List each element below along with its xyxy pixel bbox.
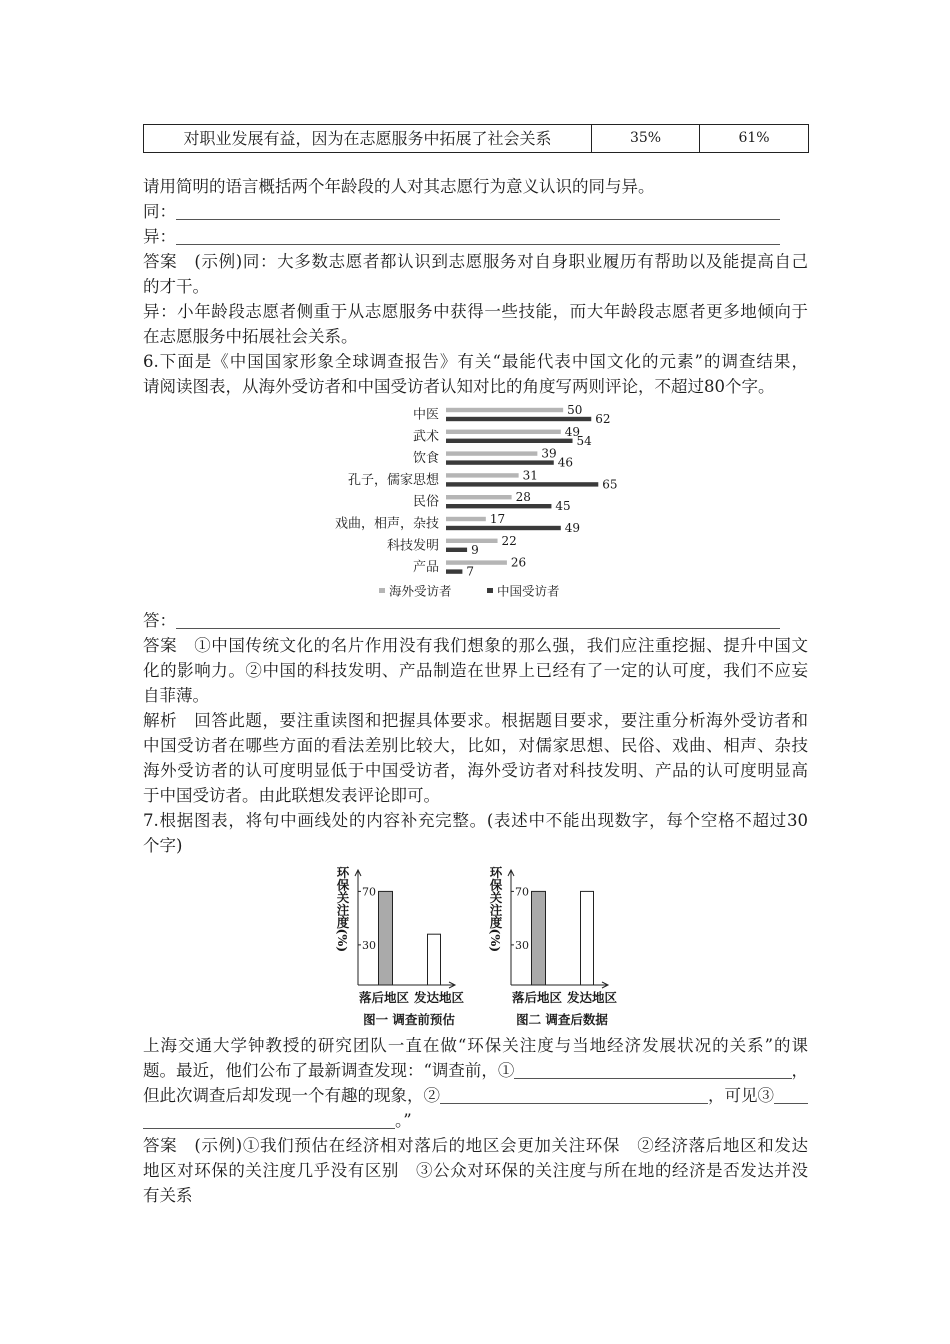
passage-text: ， xyxy=(791,1061,808,1080)
text-line: 于中国受访者。由此联想发表评论即可。 xyxy=(143,786,440,805)
environment-charts-svg xyxy=(320,860,640,1038)
legend-swatch xyxy=(379,588,385,593)
answer-label: 答： xyxy=(143,611,176,630)
passage-text: ，可见③ xyxy=(708,1086,774,1105)
overseas-respondents-bar xyxy=(446,473,519,477)
passage-line xyxy=(143,1108,808,1133)
category-label: 发达地区 xyxy=(413,990,465,1005)
value-label: 17 xyxy=(489,512,506,526)
bar-less-developed-region xyxy=(379,891,393,985)
text-line: 自菲薄。 xyxy=(143,686,209,705)
fill-blank-2 xyxy=(440,1089,708,1104)
legend-item xyxy=(379,584,452,599)
text-line: 答案 (示例)同：大多数志愿者都认识到志愿服务对自身职业履历有帮助以及能提高自己 xyxy=(143,252,808,271)
fill-blank-3 xyxy=(774,1089,808,1104)
value-label: 22 xyxy=(501,533,517,548)
chinese-respondents-bar xyxy=(446,504,551,508)
y-axis-label: 环保关注度(%) xyxy=(488,866,503,953)
overseas-respondents-bar xyxy=(446,495,512,499)
y-tick-label: 30 xyxy=(362,938,376,952)
category-label: 落后地区 xyxy=(358,990,410,1005)
overseas-respondents-bar xyxy=(446,430,561,434)
answer-line-diff xyxy=(143,224,780,249)
value-label: 31 xyxy=(522,468,538,483)
chinese-respondents-bar xyxy=(446,439,573,443)
answer-blank xyxy=(176,205,780,220)
text-line: 异：小年龄段志愿者侧重于从志愿服务中获得一些技能，而大年龄段志愿者更多地倾向于 xyxy=(143,302,808,321)
value-label: 49 xyxy=(564,424,581,439)
diff-label: 异： xyxy=(143,227,176,246)
category-label: 产品 xyxy=(412,560,439,576)
chinese-respondents-bar xyxy=(446,482,598,486)
answer-line-same xyxy=(143,199,780,224)
category-label: 中医 xyxy=(412,407,439,423)
fill-blank-3-continued xyxy=(143,1114,395,1129)
category-label: 民俗 xyxy=(412,494,439,510)
text-line: 答案 (示例)①我们预估在经济相对落后的地区会更加关注环保 ②经济落后地区和发达 xyxy=(143,1136,808,1155)
chart-before-survey xyxy=(355,870,464,1027)
text-line: 化的影响力。②中国的科技发明、产品制造在世界上已经有了一定的认可度，我们不应妄 xyxy=(143,661,808,680)
text-line: 有关系 xyxy=(143,1186,193,1205)
y-tick-label: 70 xyxy=(362,885,376,899)
text-line: 在志愿服务中拓展社会关系。 xyxy=(143,327,358,346)
category-label: 孔子，儒家思想 xyxy=(347,472,439,488)
value-label: 26 xyxy=(510,555,527,570)
legend-label: 中国受访者 xyxy=(497,583,560,599)
y-tick-label: 30 xyxy=(515,938,529,952)
text-line: 答案 ①中国传统文化的名片作用没有我们想象的那么强，我们应注重挖掘、提升中国文 xyxy=(143,636,808,655)
environment-charts xyxy=(320,860,640,1038)
overseas-respondents-bar xyxy=(446,560,507,564)
fill-blank-1 xyxy=(514,1064,791,1079)
category-label: 武术 xyxy=(412,429,439,445)
passage-line: 上海交通大学钟教授的研究团队一直在做“环保关注度与当地经济发展状况的关系”的课 xyxy=(143,1036,808,1055)
text-line: 的才干。 xyxy=(143,277,209,296)
question-7-prompt: 个字) xyxy=(143,836,183,855)
question-6-section xyxy=(143,608,808,858)
legend-label: 海外受访者 xyxy=(389,583,452,599)
chinese-respondents-bar xyxy=(446,417,591,421)
question-7-prompt: 7.根据图表，将句中画线处的内容补充完整。(表述中不能出现数字，每个空格不超过30 xyxy=(143,811,808,830)
question-7-section xyxy=(143,1033,808,1208)
same-label: 同： xyxy=(143,202,176,221)
culture-elements-chart-svg xyxy=(320,400,640,605)
question-5-section xyxy=(143,174,808,399)
answer-blank xyxy=(176,614,780,629)
overseas-respondents-bar xyxy=(446,451,537,455)
value-label: 65 xyxy=(602,477,618,492)
text-line: 地区对环保的关注度几乎没有区别 ③公众对环保的关注度与所在地的经济是否发达并没 xyxy=(143,1161,808,1180)
question-prompt: 请用简明的语言概括两个年龄段的人对其志愿行为意义认识的同与异。 xyxy=(143,177,655,196)
table-cell-reason: 对职业发展有益，因为在志愿服务中拓展了社会关系 xyxy=(144,125,592,153)
survey-table xyxy=(143,124,809,153)
passage-line xyxy=(143,1058,808,1083)
passage-line xyxy=(143,1083,808,1108)
value-label: 7 xyxy=(466,564,475,579)
chart-after-survey xyxy=(508,870,617,1027)
chinese-respondents-bar xyxy=(446,526,561,530)
table-cell-young-percent: 35% xyxy=(592,125,700,153)
bar-less-developed-region xyxy=(532,891,546,985)
overseas-respondents-bar xyxy=(446,408,563,412)
legend-swatch xyxy=(487,588,493,593)
value-label: 54 xyxy=(576,433,592,448)
y-axis-label: 环保关注度(%) xyxy=(335,866,350,953)
text-line: 解析 回答此题，要注重读图和把握具体要求。根据题目要求，要注重分析海外受访者和 xyxy=(143,711,808,730)
legend-item xyxy=(487,584,560,599)
value-label: 9 xyxy=(471,542,479,557)
bar-developed-region xyxy=(581,891,594,985)
value-label: 46 xyxy=(557,455,574,470)
value-label: 28 xyxy=(515,490,531,505)
passage-text: 题。最近，他们公布了最新调查发现：“调查前，① xyxy=(143,1061,515,1080)
value-label: 49 xyxy=(564,521,581,535)
value-label: 50 xyxy=(567,403,583,417)
chart-caption: 图一 调查前预估 xyxy=(363,1012,455,1027)
text-line: 中国受访者在哪些方面的看法差别比较大，比如，对儒家思想、民俗、戏曲、相声、杂技 xyxy=(143,736,808,755)
question-6-prompt: 6.下面是《中国国家形象全球调查报告》有关“最能代表中国文化的元素”的调查结果， xyxy=(143,352,808,371)
value-label: 62 xyxy=(595,412,611,426)
category-label: 科技发明 xyxy=(386,538,439,554)
chinese-respondents-bar xyxy=(446,548,467,552)
table-cell-old-percent: 61% xyxy=(700,125,809,153)
category-label: 饮食 xyxy=(412,451,439,467)
table-row xyxy=(144,125,809,153)
chinese-respondents-bar xyxy=(446,460,554,464)
passage-text: 。” xyxy=(395,1111,412,1130)
chinese-respondents-bar xyxy=(446,569,462,573)
culture-elements-chart xyxy=(320,400,640,605)
bar-developed-region xyxy=(428,934,441,985)
overseas-respondents-bar xyxy=(446,517,486,521)
text-line: 海外受访者的认可度明显低于中国受访者，海外受访者对科技发明、产品的认可度明显高 xyxy=(143,761,808,780)
passage-text: 但此次调查后却发现一个有趣的现象，② xyxy=(143,1086,440,1105)
value-label: 39 xyxy=(541,446,557,461)
answer-blank xyxy=(176,230,780,245)
category-label: 落后地区 xyxy=(511,990,563,1005)
category-label: 戏曲，相声，杂技 xyxy=(334,516,439,532)
value-label: 45 xyxy=(555,499,571,514)
category-label: 发达地区 xyxy=(566,990,618,1005)
chart-caption: 图二 调查后数据 xyxy=(516,1012,608,1027)
y-tick-label: 70 xyxy=(515,885,529,899)
answer-line xyxy=(143,608,780,633)
question-6-prompt: 请阅读图表，从海外受访者和中国受访者认知对比的角度写两则评论，不超过80个字。 xyxy=(143,377,775,396)
